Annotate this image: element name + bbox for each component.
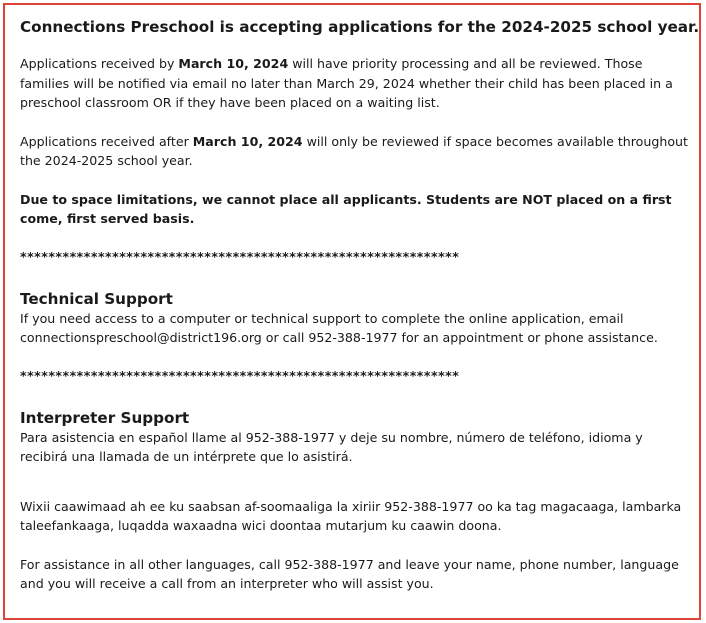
late-date: March 10, 2024 <box>192 133 303 149</box>
announcement-heading: Connections Preschool is accepting applications for the 2024-2025 school year. <box>20 18 700 36</box>
technical-support-title: Technical Support <box>20 289 173 308</box>
interpreter-spanish: Para asistencia en español llame al 952-388-1977 y deje su nombre, número de teléfono, idioma y recibirá una llamada de un intérprete que lo asistirá. <box>20 429 643 464</box>
announcement-box <box>3 3 701 620</box>
priority-paragraph-post: will have priority processing and all be reviewed. Those families will be notified via email no later than March 29, 2024 whether their child has been placed in a preschool classroom OR if they have been placed on a waiting list. <box>20 56 673 110</box>
separator-bottom: ************************************************************** <box>20 367 460 383</box>
priority-paragraph <box>20 54 690 113</box>
announcement-content <box>20 17 700 613</box>
separator-top: ************************************************************** <box>20 248 460 264</box>
space-limitations-notice: Due to space limitations, we cannot place all applicants. Students are NOT placed on a first come, first served basis. <box>20 191 672 226</box>
interpreter-support-title: Interpreter Support <box>20 408 190 427</box>
late-paragraph-pre: Applications received after <box>20 133 193 149</box>
interpreter-english: For assistance in all other languages, call 952-388-1977 and leave your name, phone number, language and you will receive a call from an interpreter who will assist you. <box>20 556 679 591</box>
late-applications-paragraph <box>20 132 690 171</box>
priority-date: March 10, 2024 <box>178 56 289 71</box>
late-paragraph-post: will only be reviewed if space becomes available throughout the 2024-2025 school year. <box>20 133 688 168</box>
interpreter-somali: Wixii caawimaad ah ee ku saabsan af-soomaaliga la xiriir 952-388-1977 oo ka tag magacaaga, lambarka taleefankaaga, luqadda waxaadna wici doontaa mutarjum ku caawin doona. <box>20 498 682 533</box>
priority-paragraph-pre: Applications received by <box>20 56 179 71</box>
technical-support-body: If you need access to a computer or technical support to complete the online application, email connectionspreschool@district196.org or call 952-388-1977 for an appointment or phone assistance. <box>20 310 658 345</box>
